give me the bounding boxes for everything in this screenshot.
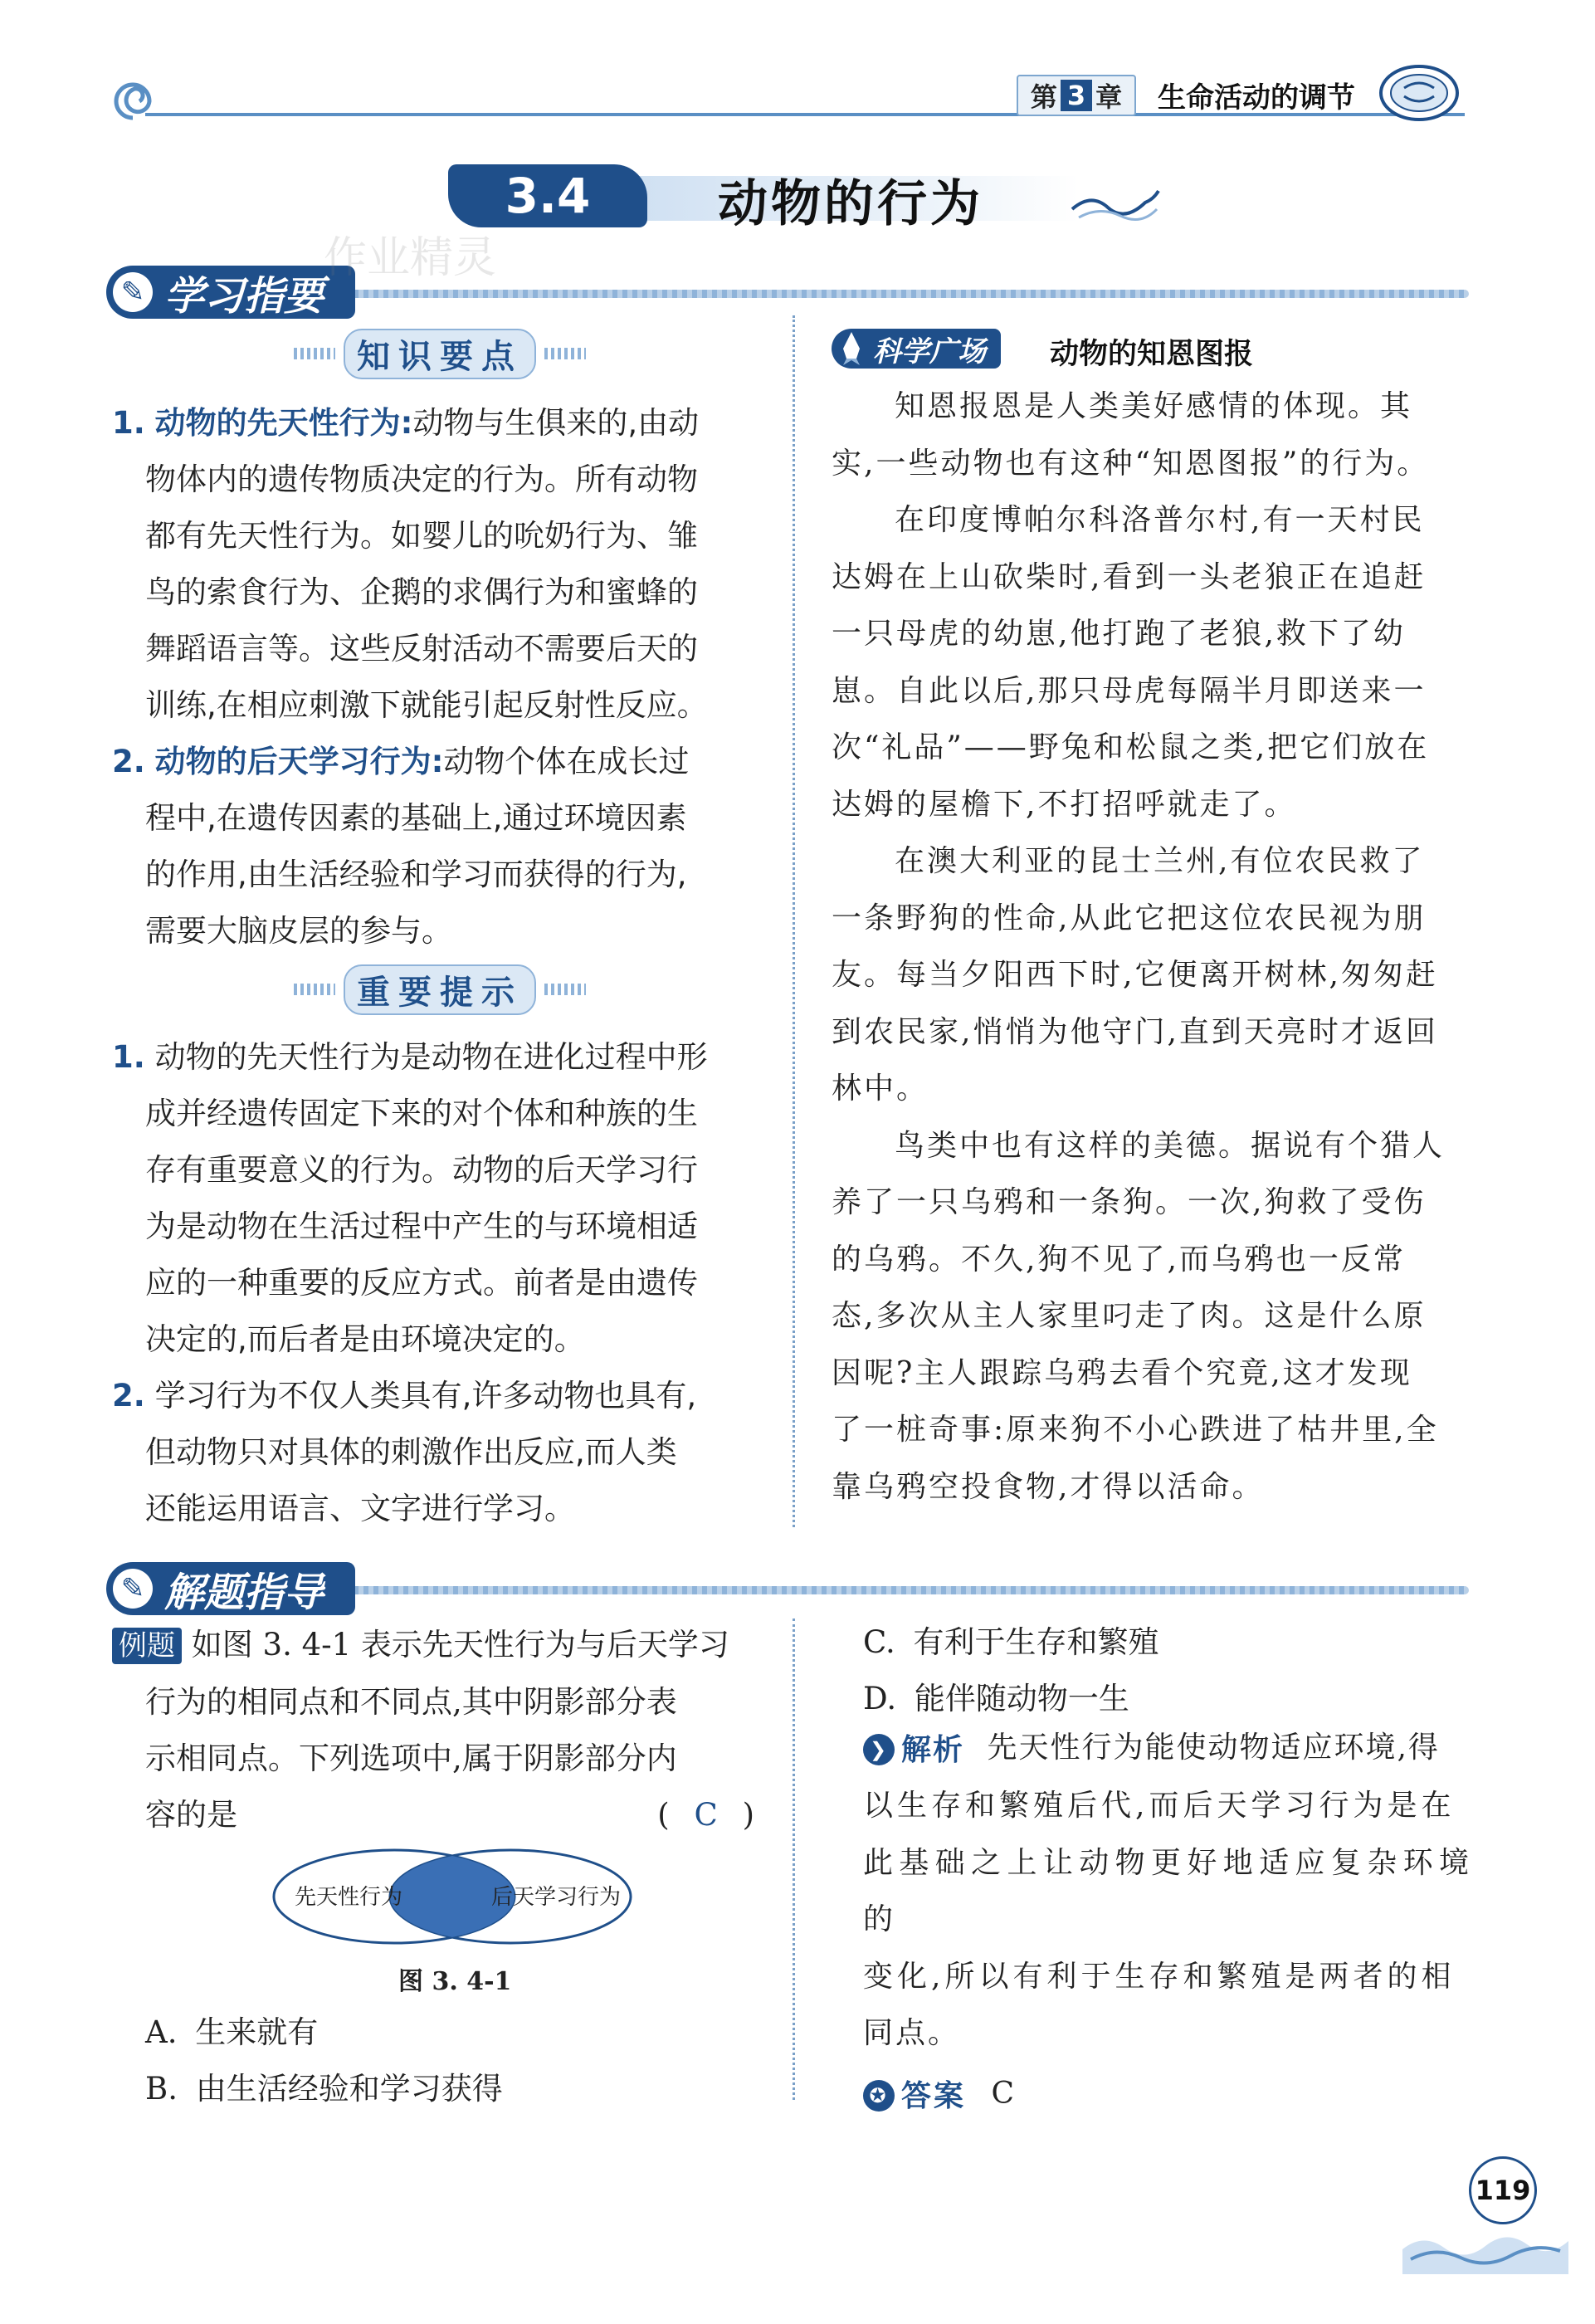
option-text: 能伴随动物一生 xyxy=(914,1681,1129,1716)
story-line: 养了一只乌鸦和一条狗。一次,狗救了受伤 xyxy=(832,1185,1427,1219)
key-point-line: 物体内的遗传物质决定的行为。所有动物 xyxy=(145,461,698,497)
key-point-line: 动物个体在成长过 xyxy=(443,744,690,779)
key-point-line: 程中,在遗传因素的基础上,通过环境因素 xyxy=(145,800,687,836)
story-line: 因呢?主人跟踪乌鸦去看个究竟,这才发现 xyxy=(832,1355,1412,1390)
answer-label: 答案 xyxy=(901,2077,967,2113)
science-plaza-tag-text: 科学广场 xyxy=(873,334,986,369)
tip-line: 成并经遗传固定下来的对个体和种族的生 xyxy=(145,1096,698,1131)
tip-number: 2. xyxy=(112,1378,145,1413)
spiral-logo-icon xyxy=(108,76,158,126)
story-line: 知恩报恩是人类美好感情的体现。其 xyxy=(895,389,1413,423)
chapter-prefix: 第 xyxy=(1030,81,1057,113)
tip-line: 学习行为不仅人类具有,许多动物也具有, xyxy=(154,1378,697,1413)
pen-icon: ✎ xyxy=(113,1569,153,1609)
science-plaza-story xyxy=(832,378,1471,1516)
option-text: 有利于生存和繁殖 xyxy=(913,1624,1159,1660)
option-text: 生来就有 xyxy=(195,2014,319,2050)
section-number: 3.4 xyxy=(448,164,647,227)
tip-line: 但动物只对具体的刺激作出反应,而人类 xyxy=(145,1434,677,1470)
story-line: 达姆在上山砍柴时,看到一头老狼正在追赶 xyxy=(832,559,1427,594)
question-line: 行为的相同点和不同点,其中阴影部分表 xyxy=(145,1684,677,1720)
example-question xyxy=(112,1617,759,1843)
answer-paren-open: ( xyxy=(657,1797,670,1833)
section-title: 动物的行为 xyxy=(718,175,983,233)
rocket-icon xyxy=(835,330,868,367)
figure-caption: 图 3. 4-1 xyxy=(398,1967,512,1996)
option-d xyxy=(863,1673,1129,1718)
option-text: 由生活经验和学习获得 xyxy=(195,2071,503,2107)
story-line: 次“礼品”——野兔和松鼠之类,把它们放在 xyxy=(832,730,1430,764)
question-line: 示相同点。下列选项中,属于阴影部分内 xyxy=(145,1741,677,1776)
story-line: 实,一些动物也有这种“知恩图报”的行为。 xyxy=(832,446,1430,481)
key-points-heading-text: 知识要点 xyxy=(344,329,536,379)
column-divider xyxy=(793,1618,795,2100)
tip-line: 为是动物在生活过程中产生的与环境相适 xyxy=(145,1208,698,1244)
tips-list xyxy=(112,1029,755,1537)
story-line: 林中。 xyxy=(832,1072,929,1106)
analysis-line: 先天性行为能使动物适应环境,得 xyxy=(987,1731,1440,1765)
key-point-number: 2. xyxy=(112,744,145,779)
key-point-2 xyxy=(112,734,755,959)
story-line: 达姆的屋檐下,不打招呼就走了。 xyxy=(832,787,1297,822)
analysis-line: 同点。 xyxy=(863,2016,961,2051)
chapter-title: 生命活动的调节 xyxy=(1158,81,1355,115)
tip-line: 应的一种重要的反应方式。前者是由遗传 xyxy=(145,1265,698,1301)
story-line: 一只母虎的幼崽,他打跑了老狼,救下了幼 xyxy=(832,617,1406,651)
story-line: 崽。自此以后,那只母虎每隔半月即送来一 xyxy=(832,673,1427,708)
key-point-number: 1. xyxy=(112,405,145,441)
example-tag: 例题 xyxy=(112,1628,182,1664)
question-line: 如图 3. 4-1 表示先天性行为与后天学习 xyxy=(191,1627,729,1662)
key-point-line: 都有先天性行为。如婴儿的吮奶行为、雏 xyxy=(145,518,698,554)
tip-line: 决定的,而后者是由环境决定的。 xyxy=(145,1321,585,1357)
key-points-heading xyxy=(290,330,589,377)
story-line: 到农民家,悄悄为他守门,直到天亮时才返回 xyxy=(832,1014,1438,1049)
pen-icon: ✎ xyxy=(113,272,153,312)
arrow-right-icon: ❯ xyxy=(863,1734,895,1765)
story-line: 的乌鸦。不久,狗不见了,而乌鸦也一反常 xyxy=(832,1242,1406,1277)
option-key: A. xyxy=(145,2014,178,2050)
deco-right xyxy=(544,984,586,995)
tips-heading-text: 重要提示 xyxy=(344,964,536,1015)
key-point-term: 动物的先天性行为: xyxy=(154,405,413,441)
story-line: 友。每当夕阳西下时,它便离开树林,匆匆赶 xyxy=(832,958,1438,992)
key-point-1 xyxy=(112,395,755,734)
science-plaza-title: 动物的知恩图报 xyxy=(1050,338,1254,371)
chapter-badge xyxy=(1017,75,1136,116)
key-point-line: 鸟的索食行为、企鹅的求偶行为和蜜蜂的 xyxy=(145,574,698,610)
story-line: 了一桩奇事:原来狗不小心跌进了枯井里,全 xyxy=(832,1413,1439,1447)
answer-paren-close: ) xyxy=(742,1797,754,1833)
option-c xyxy=(863,1617,1159,1662)
story-line: 一条野狗的性命,从此它把这位农民视为朋 xyxy=(832,901,1427,935)
deco-left xyxy=(294,348,335,359)
option-key: D. xyxy=(863,1681,897,1716)
venn-right-label: 后天学习行为 xyxy=(490,1885,622,1910)
tip-line: 存有重要意义的行为。动物的后天学习行 xyxy=(145,1152,698,1188)
book-emblem-icon xyxy=(1378,63,1461,123)
option-a xyxy=(145,2007,318,2052)
deco-left xyxy=(294,984,335,995)
story-line: 在澳大利亚的昆士兰州,有位农民救了 xyxy=(895,844,1425,878)
chapter-number: 3 xyxy=(1061,80,1092,111)
tip-number: 1. xyxy=(112,1039,145,1075)
option-b xyxy=(145,2063,503,2108)
key-point-line: 舞蹈语言等。这些反射活动不需要后天的 xyxy=(145,631,698,666)
key-point-line: 需要大脑皮层的参与。 xyxy=(145,913,452,949)
answer-slot xyxy=(657,1787,754,1843)
wave-ornament-icon xyxy=(1071,184,1162,226)
analysis-line: 变化,所以有利于生存和繁殖是两者的相 xyxy=(863,1959,1456,1994)
study-guide-label: 学习指要 xyxy=(164,272,324,320)
star-icon: ✪ xyxy=(863,2080,895,2112)
venn-left-label: 先天性行为 xyxy=(294,1885,403,1910)
solution-guide-label: 解题指导 xyxy=(164,1569,324,1616)
key-point-term: 动物的后天学习行为: xyxy=(154,744,444,779)
venn-diagram xyxy=(261,1838,643,1955)
analysis-block xyxy=(863,1720,1473,2124)
question-line: 容的是 xyxy=(145,1797,237,1833)
story-line: 在印度博帕尔科洛普尔村,有一天村民 xyxy=(895,503,1425,537)
tip-1 xyxy=(112,1029,755,1368)
tip-2 xyxy=(112,1368,755,1537)
story-line: 态,多次从主人家里叼走了肉。这是什么原 xyxy=(832,1299,1427,1333)
column-divider xyxy=(793,315,795,1527)
story-line: 靠乌鸦空投食物,才得以活命。 xyxy=(832,1469,1265,1504)
analysis-line: 此基础之上让动物更好地适应复杂环境的 xyxy=(863,1845,1473,1937)
chapter-suffix: 章 xyxy=(1095,81,1123,113)
answer-choice: C xyxy=(694,1797,718,1833)
deco-right xyxy=(544,348,586,359)
tip-line: 还能运用语言、文字进行学习。 xyxy=(145,1491,575,1526)
key-point-line: 动物与生俱来的,由动 xyxy=(412,405,700,441)
tip-line: 动物的先天性行为是动物在进化过程中形 xyxy=(154,1039,708,1075)
answer-value: C xyxy=(991,2076,1017,2111)
analysis-line: 以生存和繁殖后代,而后天学习行为是在 xyxy=(863,1789,1456,1824)
key-point-line: 训练,在相应刺激下就能引起反射性反应。 xyxy=(145,687,708,723)
key-point-line: 的作用,由生活经验和学习而获得的行为, xyxy=(145,857,687,892)
option-key: B. xyxy=(145,2071,178,2107)
watermark: 作业精灵 xyxy=(324,233,497,283)
study-guide-rule xyxy=(324,290,1469,298)
key-points-list xyxy=(112,395,755,959)
solution-guide-rule xyxy=(324,1586,1469,1594)
analysis-label: 解析 xyxy=(901,1731,965,1767)
tips-heading xyxy=(290,966,589,1013)
option-key: C. xyxy=(863,1624,895,1660)
story-line: 鸟类中也有这样的美德。据说有个猎人 xyxy=(895,1128,1446,1163)
page-number: 119 xyxy=(1469,2156,1537,2224)
